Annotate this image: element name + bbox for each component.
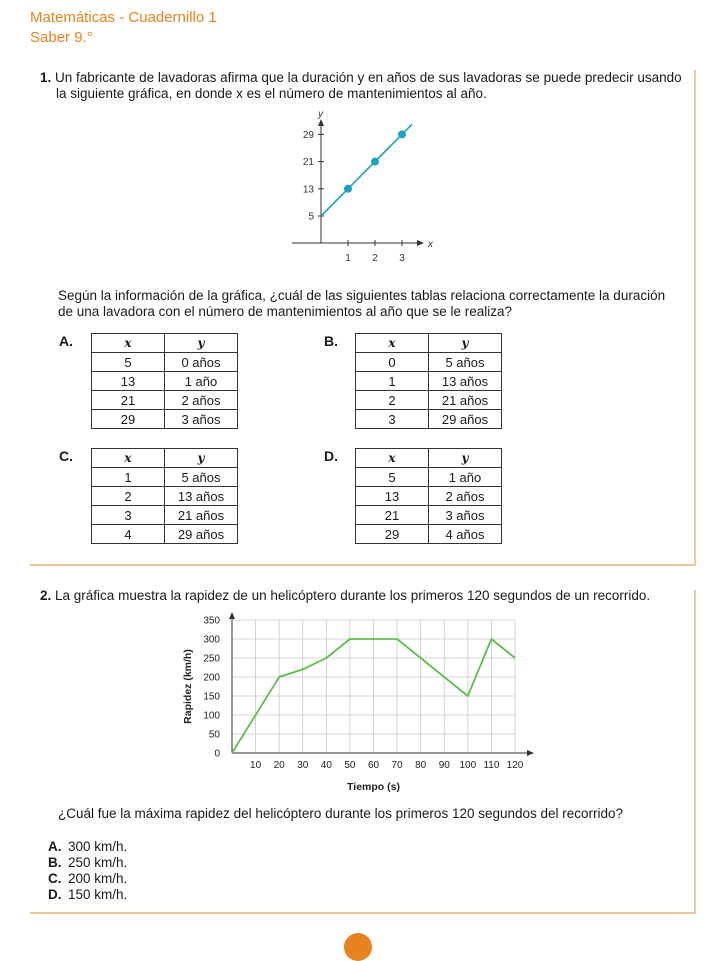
cell-x: 13: [92, 372, 165, 391]
cell-x: 1: [92, 468, 165, 487]
cell-x: 13: [356, 487, 429, 506]
x-tick-label: 120: [507, 760, 524, 771]
cell-x: 29: [356, 525, 429, 544]
x-tick-label: 30: [297, 760, 309, 771]
y-axis-label: y: [317, 109, 324, 120]
answer-d-letter: D.: [48, 887, 68, 903]
cell-y: 0 años: [165, 353, 238, 372]
answer-a-letter: A.: [48, 839, 68, 855]
y-tick-label: 50: [209, 730, 221, 741]
answer-c-letter: C.: [48, 871, 68, 887]
cell-y: 3 años: [429, 506, 502, 525]
cell-x: 2: [92, 487, 165, 506]
y-tick-label: 5: [308, 212, 314, 223]
x-tick-label: 40: [321, 760, 333, 771]
x-tick-label: 20: [274, 760, 286, 771]
x-tick-label: 50: [344, 760, 356, 771]
q1-text-line2: la siguiente gráfica, en donde x es el número de mantenimientos al año.: [40, 86, 487, 101]
grade-label: Saber 9.°: [30, 29, 93, 47]
x-axis-title: Tiempo (s): [347, 781, 400, 793]
cell-y: 5 años: [429, 353, 502, 372]
cell-y: 13 años: [165, 487, 238, 506]
cell-x: 3: [92, 506, 165, 525]
q1-question-line1: Según la información de la gráfica, ¿cuál de las siguientes tablas relaciona correctamente la duración: [58, 288, 665, 303]
subject-title: Matemáticas - Cuadernillo 1: [30, 9, 217, 27]
q2-frame: [30, 590, 696, 914]
y-tick-label: 21: [303, 157, 315, 168]
cell-y: 21 años: [429, 391, 502, 410]
cell-y: 4 años: [429, 525, 502, 544]
y-tick-label: 200: [203, 673, 220, 684]
q2-number: 2.: [40, 588, 51, 603]
table-header-y: y: [165, 334, 238, 353]
x-tick-label: 100: [459, 760, 476, 771]
x-tick-label: 2: [372, 253, 378, 264]
cell-y: 29 años: [165, 525, 238, 544]
option-b-letter[interactable]: B.: [324, 333, 338, 349]
q2-text: La gráfica muestra la rapidez de un helicóptero durante los primeros 120 segundos de un recorrido.: [55, 588, 650, 603]
cell-x: 1: [356, 372, 429, 391]
cell-y: 5 años: [165, 468, 238, 487]
y-tick-label: 150: [203, 692, 220, 703]
answer-b-text: 250 km/h.: [68, 855, 127, 870]
table-header-x: x: [92, 449, 165, 468]
y-tick-label: 300: [203, 635, 220, 646]
y-tick-label: 29: [303, 130, 315, 141]
cell-x: 0: [356, 353, 429, 372]
option-a-letter[interactable]: A.: [59, 333, 73, 349]
cell-y: 1 año: [165, 372, 238, 391]
q1-frame: [30, 70, 696, 566]
q1-question-line2: de una lavadora con el número de mantenimientos al año que se le realiza?: [58, 304, 512, 319]
x-tick-label: 10: [250, 760, 262, 771]
x-tick-label: 3: [399, 253, 405, 264]
cell-x: 21: [356, 506, 429, 525]
q1-number: 1.: [40, 70, 51, 85]
x-tick-label: 110: [483, 760, 499, 771]
x-tick-label: 1: [345, 253, 351, 264]
cell-y: 2 años: [165, 391, 238, 410]
y-tick-label: 250: [203, 654, 220, 665]
cell-x: 5: [92, 353, 165, 372]
cell-x: 3: [356, 410, 429, 429]
cell-y: 29 años: [429, 410, 502, 429]
cell-y: 1 año: [429, 468, 502, 487]
q1-text-line1: Un fabricante de lavadoras afirma que la duración y en años de sus lavadoras se puede predecir usando: [55, 70, 682, 85]
x-tick-label: 80: [415, 760, 427, 771]
x-axis-label: x: [427, 239, 434, 250]
cell-y: 2 años: [429, 487, 502, 506]
cell-x: 2: [356, 391, 429, 410]
table-header-y: y: [165, 449, 238, 468]
x-tick-label: 70: [392, 760, 404, 771]
cell-y: 13 años: [429, 372, 502, 391]
option-c-letter[interactable]: C.: [59, 448, 73, 464]
y-axis-title: Rapidez (km/h): [182, 649, 194, 724]
y-tick-label: 350: [203, 616, 220, 627]
cell-x: 4: [92, 525, 165, 544]
answer-d-text: 150 km/h.: [68, 887, 127, 902]
answer-c-text: 200 km/h.: [68, 871, 127, 886]
table-header-x: x: [92, 334, 165, 353]
cell-x: 5: [356, 468, 429, 487]
table-header-x: x: [356, 334, 429, 353]
x-tick-label: 90: [439, 760, 451, 771]
cell-y: 3 años: [165, 410, 238, 429]
x-tick-label: 60: [368, 760, 380, 771]
y-tick-label: 0: [214, 749, 220, 760]
cell-y: 21 años: [165, 506, 238, 525]
table-header-y: y: [429, 449, 502, 468]
answer-a-text: 300 km/h.: [68, 839, 127, 854]
answer-b-letter: B.: [48, 855, 68, 871]
cell-x: 29: [92, 410, 165, 429]
option-d-letter[interactable]: D.: [324, 448, 338, 464]
table-header-y: y: [429, 334, 502, 353]
y-tick-label: 13: [303, 184, 315, 195]
y-tick-label: 100: [203, 711, 220, 722]
q2-question: ¿Cuál fue la máxima rapidez del helicóptero durante los primeros 120 segundos del recorrido?: [58, 806, 623, 822]
cell-x: 21: [92, 391, 165, 410]
table-header-x: x: [356, 449, 429, 468]
page-number-badge: [344, 933, 372, 961]
